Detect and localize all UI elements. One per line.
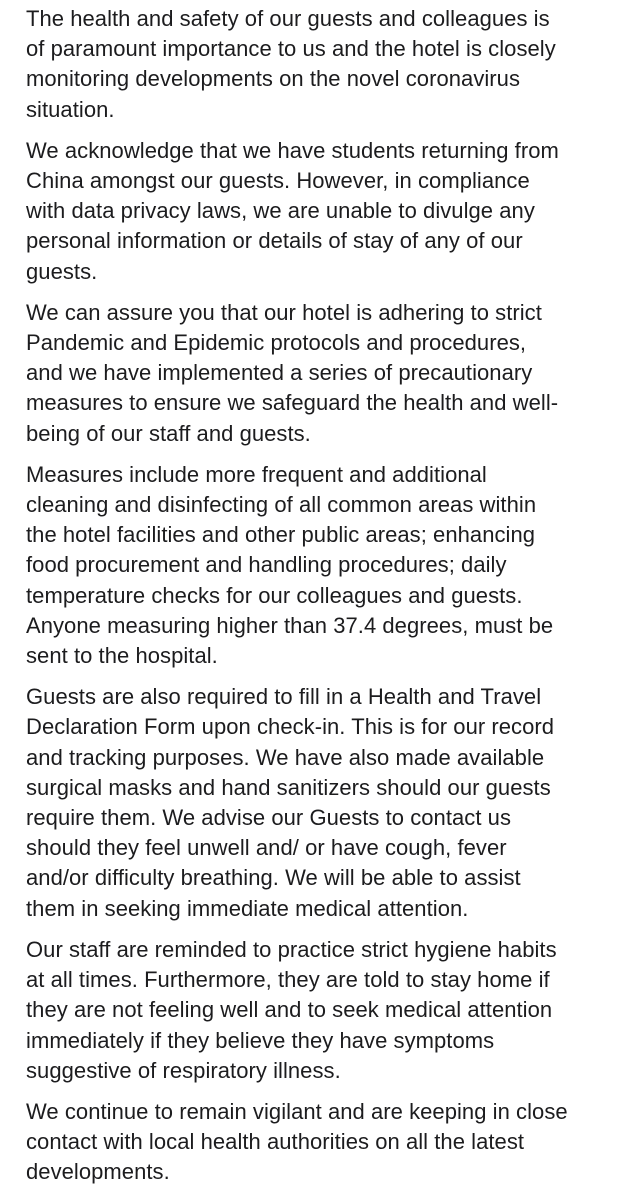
text-line: and tracking purposes. We have also made available — [26, 744, 545, 770]
text-line: We can assure you that our hotel is adhering to strict — [26, 299, 542, 325]
paragraph-vigilance — [26, 1097, 638, 1188]
text-line: Declaration Form upon check-in. This is for our record — [26, 714, 555, 740]
text-line: situation. — [26, 96, 115, 122]
text-line: measures to ensure we safeguard the health and well- — [26, 390, 559, 416]
text-line: contact with local health authorities on all the latest — [26, 1129, 525, 1155]
paragraph-privacy — [26, 136, 638, 287]
statement-document — [26, 4, 638, 1199]
text-line: food procurement and handling procedures; daily — [26, 552, 507, 578]
text-line: immediately if they believe they have symptoms — [26, 1027, 495, 1053]
paragraph-staff — [26, 935, 638, 1086]
text-line: of paramount importance to us and the hotel is closely — [26, 36, 556, 62]
text-line: and we have implemented a series of precautionary — [26, 360, 533, 386]
paragraph-health-safety — [26, 4, 638, 125]
text-line: with data privacy laws, we are unable to divulge any — [26, 198, 535, 224]
text-line: Guests are also required to fill in a Health and Travel — [26, 684, 542, 710]
text-line: The health and safety of our guests and colleagues is — [26, 6, 550, 31]
text-line: sent to the hospital. — [26, 643, 218, 669]
text-line: developments. — [26, 1159, 170, 1185]
paragraph-declaration — [26, 682, 638, 924]
text-line: cleaning and disinfecting of all common areas within — [26, 492, 537, 518]
text-line: temperature checks for our colleagues and guests. — [26, 582, 523, 608]
text-line: monitoring developments on the novel coronavirus — [26, 66, 521, 92]
text-line: suggestive of respiratory illness. — [26, 1057, 341, 1083]
paragraph-measures — [26, 460, 638, 671]
text-line: Anyone measuring higher than 37.4 degrees, must be — [26, 612, 554, 638]
text-line: them in seeking immediate medical attention. — [26, 895, 469, 921]
text-line: guests. — [26, 258, 98, 284]
text-line: Our staff are reminded to practice strict hygiene habits — [26, 936, 557, 962]
text-line: should they feel unwell and/ or have cough, fever — [26, 835, 507, 861]
text-line: they are not feeling well and to seek medical attention — [26, 997, 553, 1023]
text-line: Pandemic and Epidemic protocols and procedures, — [26, 330, 527, 356]
text-line: surgical masks and hand sanitizers should our guests — [26, 774, 551, 800]
text-line: personal information or details of stay of any of our — [26, 228, 523, 254]
text-line: require them. We advise our Guests to contact us — [26, 805, 512, 831]
paragraph-protocols — [26, 298, 638, 449]
text-line: Measures include more frequent and additional — [26, 461, 487, 487]
text-line: the hotel facilities and other public areas; enhancing — [26, 522, 536, 548]
text-line: We continue to remain vigilant and are keeping in close — [26, 1098, 568, 1124]
text-line: We acknowledge that we have students returning from — [26, 137, 559, 163]
text-line: at all times. Furthermore, they are told to stay home if — [26, 967, 550, 993]
text-line: China amongst our guests. However, in compliance — [26, 168, 530, 194]
text-line: being of our staff and guests. — [26, 420, 311, 446]
text-line: and/or difficulty breathing. We will be able to assist — [26, 865, 521, 891]
